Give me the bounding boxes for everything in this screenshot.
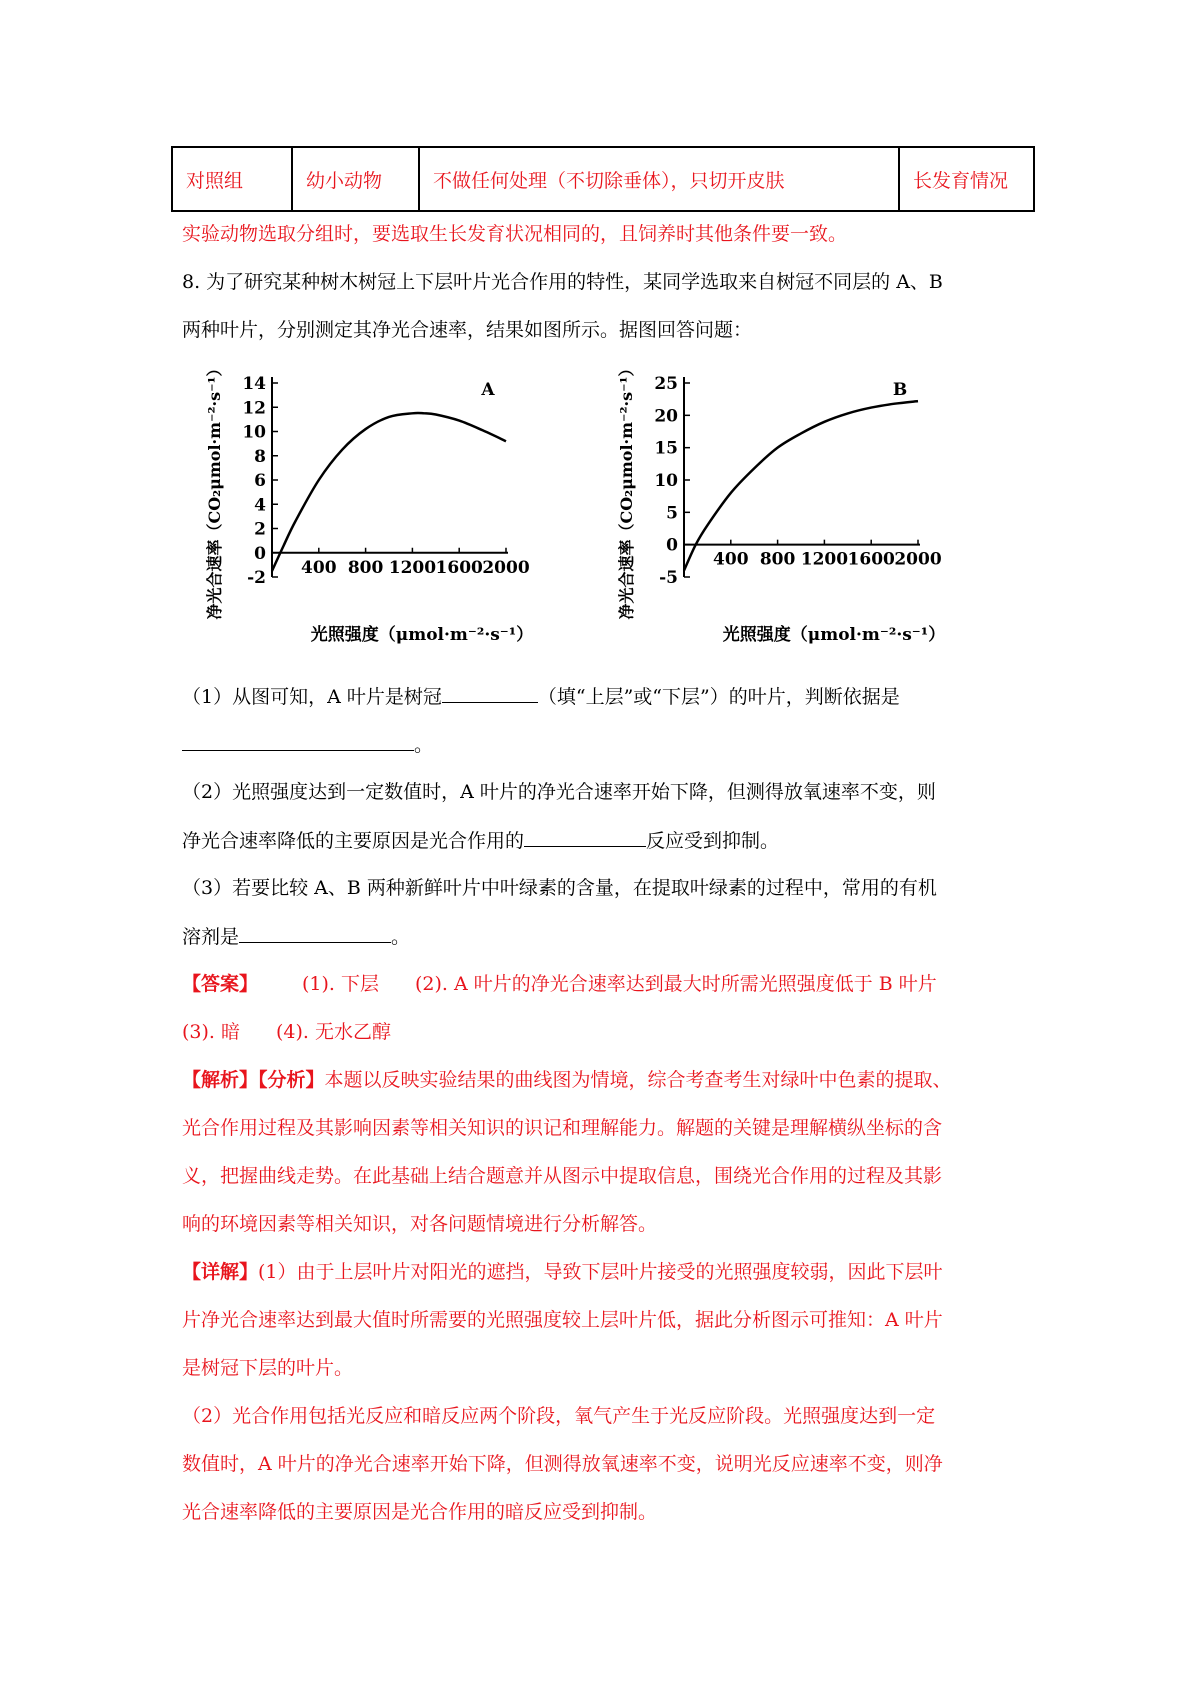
- detail-line-4: （2）光合作用包括光反应和暗反应两个阶段，氧气产生于光反应阶段。光照强度达到一定: [182, 1405, 936, 1427]
- series-line: [272, 413, 506, 571]
- y-axis-label: 净光合速率（CO₂μmol·m⁻²·s⁻¹）: [617, 360, 636, 620]
- x-axis-label: 光照强度（μmol·m⁻²·s⁻¹）: [722, 625, 946, 645]
- question-3-line-2: [182, 924, 410, 949]
- x-tick-label: 400: [301, 557, 337, 578]
- x-tick-label: 1200: [800, 549, 849, 570]
- analysis-text-1: 本题以反映实验结果的曲线图为情境，综合考查考生对绿叶中色素的提取、: [324, 1069, 952, 1091]
- answer-3: (3). 暗: [182, 1021, 240, 1043]
- question-3-line-1: （3）若要比较 A、B 两种新鲜叶片中叶绿素的含量，在提取叶绿素的过程中，常用的有机: [182, 877, 937, 899]
- answer-4: (4). 无水乙醇: [276, 1021, 391, 1043]
- y-tick-label: 0: [666, 535, 678, 556]
- analysis-tag: 【解析】【分析】: [182, 1069, 325, 1091]
- y-tick-label: 10: [242, 422, 266, 443]
- analysis-line-4: 响的环境因素等相关知识，对各问题情境进行分析解答。: [182, 1213, 658, 1235]
- y-tick-label: 12: [242, 398, 266, 419]
- answer-line-1: [182, 972, 937, 996]
- y-tick-label: -5: [659, 568, 678, 588]
- question-2-line-1: （2）光照强度达到一定数值时，A 叶片的净光合速率开始下降，但测得放氧速率不变，则: [182, 781, 936, 803]
- detail-line-2: 片净光合速率达到最大值时所需要的光照强度较上层叶片低，据此分析图示可推知：A 叶片: [182, 1309, 943, 1331]
- table-cell-treatment: 不做任何处理（不切除垂体），只切开皮肤: [419, 147, 899, 211]
- question-8-line-2: 两种叶片，分别测定其净光合速率，结果如图所示。据图回答问题：: [182, 319, 753, 341]
- x-tick-label: 400: [713, 549, 749, 570]
- x-tick-label: 1600: [435, 557, 483, 578]
- detail-line-5: 数值时，A 叶片的净光合速率开始下降，但测得放氧速率不变，说明光反应速率不变，则净: [182, 1453, 943, 1475]
- analysis-line-3: 义，把握曲线走势。在此基础上结合题意并从图示中提取信息，围绕光合作用的过程及其影: [182, 1165, 943, 1187]
- question-3-blank: [239, 924, 391, 943]
- detail-tag: 【详解】: [182, 1261, 259, 1283]
- table-cell-observation: 长发育情况: [899, 147, 1034, 211]
- question-2-blank: [524, 828, 646, 847]
- y-tick-label: 6: [254, 471, 266, 491]
- answer-note-line: 实验动物选取分组时，要选取生长发育状况相同的，且饲养时其他条件要一致。: [182, 223, 848, 245]
- question-8-line-1: 8. 为了研究某种树木树冠上下层叶片光合作用的特性，某同学选取来自树冠不同层的 A、B: [182, 271, 943, 293]
- question-2-text-c: 反应受到抑制。: [646, 830, 780, 852]
- question-2-text-b: 净光合速率降低的主要原因是光合作用的: [182, 830, 525, 852]
- x-tick-label: 1200: [388, 557, 437, 578]
- detail-line-1: [182, 1260, 943, 1284]
- answer-line-2: [182, 1020, 391, 1044]
- table-cell-subject: 幼小动物: [292, 147, 419, 211]
- analysis-line-1: [182, 1068, 952, 1092]
- detail-line-3: 是树冠下层的叶片。: [182, 1357, 354, 1379]
- chart-b: [612, 360, 952, 655]
- control-group-table: [171, 146, 1035, 212]
- question-2-line-2: [182, 828, 779, 853]
- question-1-line-2: [182, 732, 433, 757]
- x-tick-label: 2000: [482, 557, 530, 578]
- detail-text-1: (1）由于上层叶片对阳光的遮挡，导致下层叶片接受的光照强度较弱，因此下层叶: [258, 1261, 943, 1283]
- question-1-text-a: （1）从图可知，A 叶片是树冠: [182, 686, 442, 708]
- y-tick-label: 2: [254, 519, 266, 540]
- y-tick-label: 15: [654, 438, 678, 459]
- y-tick-label: 0: [254, 543, 266, 564]
- chart-a: [200, 360, 540, 655]
- question-1-text-b: （填“上层”或“下层”）的叶片，判断依据是: [537, 686, 900, 708]
- x-tick-label: 800: [347, 557, 384, 578]
- question-1-text-c: 。: [414, 734, 434, 756]
- y-tick-label: 25: [654, 374, 678, 394]
- y-tick-label: 4: [254, 495, 266, 516]
- y-tick-label: 20: [654, 406, 678, 427]
- table-cell-group: 对照组: [172, 147, 292, 211]
- y-tick-label: 10: [654, 471, 678, 491]
- x-tick-label: 2000: [894, 549, 942, 570]
- detail-line-6: 光合速率降低的主要原因是光合作用的暗反应受到抑制。: [182, 1501, 658, 1523]
- question-1-blank-2: [182, 732, 414, 751]
- y-tick-label: 8: [254, 446, 266, 467]
- answer-2: (2). A 叶片的净光合速率达到最大时所需光照强度低于 B 叶片: [415, 973, 937, 995]
- y-tick-label: 14: [242, 374, 266, 394]
- chart-title: A: [481, 380, 495, 400]
- question-3-text-b: 溶剂是: [182, 926, 240, 948]
- question-1-line-1: [182, 684, 900, 709]
- answer-1: (1). 下层: [302, 973, 380, 995]
- answer-tag: 【答案】: [182, 973, 259, 995]
- question-1-blank-1: [442, 684, 538, 703]
- x-tick-label: 1600: [847, 549, 895, 570]
- analysis-line-2: 光合作用过程及其影响因素等相关知识的识记和理解能力。解题的关键是理解横纵坐标的含: [182, 1117, 943, 1139]
- x-axis-label: 光照强度（μmol·m⁻²·s⁻¹）: [310, 625, 534, 645]
- chart-title: B: [892, 380, 908, 400]
- y-tick-label: 5: [666, 503, 678, 524]
- x-tick-label: 800: [759, 549, 796, 570]
- y-tick-label: -2: [247, 568, 266, 588]
- question-3-text-c: 。: [391, 926, 411, 948]
- table-row: [172, 147, 1034, 211]
- y-axis-label: 净光合速率（CO₂μmol·m⁻²·s⁻¹）: [205, 360, 224, 620]
